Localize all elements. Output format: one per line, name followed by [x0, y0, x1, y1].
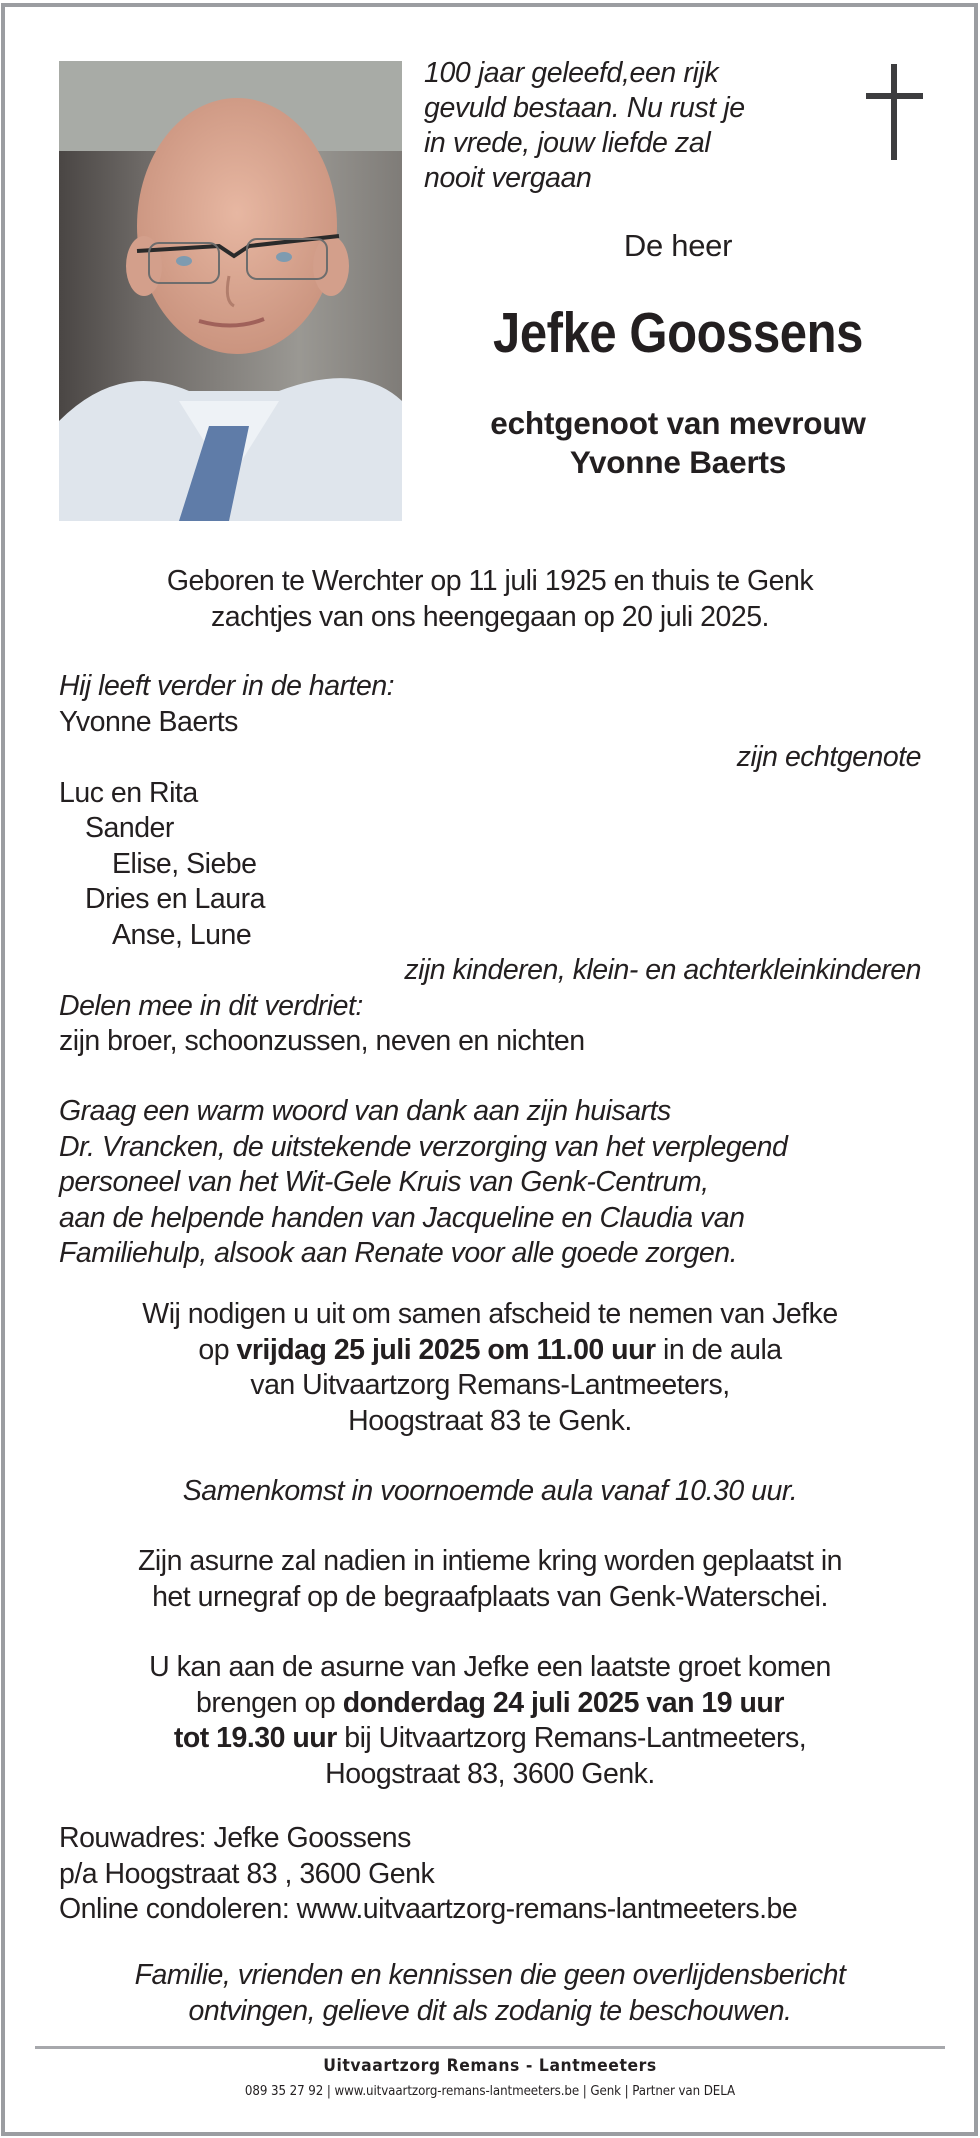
motto-line: gevuld bestaan. Nu rust je [424, 92, 745, 124]
visitation-info [59, 1650, 921, 1792]
invite-line: op vrijdag 25 juli 2025 om 11.00 uur in de aula [198, 1333, 782, 1366]
salutation: De heer [623, 228, 733, 263]
funeral-home-contact: 089 35 27 92 | www.uitvaartzorg-remans-lantmeeters.be | Genk | Partner van DELA [244, 2083, 736, 2099]
invite-line: Wij nodigen u uit om samen afscheid te nemen van Jefke [142, 1298, 838, 1330]
family-spouse-role: zijn echtgenote [736, 741, 921, 773]
birth-death-info [59, 564, 921, 635]
thanks-line: Graag een warm woord van dank aan zijn huisarts [59, 1095, 671, 1127]
born-line: Geboren te Werchter op 11 juli 1925 en thuis te Genk [166, 565, 814, 597]
thanks-line: personeel van het Wit-Gele Kruis van Genk-Centrum, [59, 1166, 709, 1198]
spouse-line: echtgenoot van mevrouw [490, 405, 866, 441]
cross-icon [866, 64, 923, 160]
footer-divider [35, 2046, 945, 2049]
notice-line: ontvingen, gelieve dit als zodanig te beschouwen. [188, 1994, 792, 2027]
portrait-icon [59, 61, 402, 521]
deceased-name: Jefke Goossens [493, 301, 863, 365]
visit-line: brengen op donderdag 24 juli 2025 van 19 uur [196, 1686, 784, 1719]
motto-line: in vrede, jouw liefde zal [424, 127, 711, 159]
notice-line: Familie, vrienden en kennissen die geen overlijdensbericht [134, 1959, 846, 1991]
urn-line: het urnegraf op de begraafplaats van Genk-Waterschei. [152, 1580, 828, 1613]
born-line: zachtjes van ons heengegaan op 20 juli 2025. [211, 600, 769, 633]
spouse-name: Yvonne Baerts [569, 444, 787, 480]
visitation-datetime: donderdag 24 juli 2025 van 19 uur [342, 1686, 784, 1719]
motto-line: nooit vergaan [424, 162, 592, 194]
family-list [59, 669, 921, 1060]
visitation-end-time: tot 19.30 uur [173, 1722, 337, 1754]
motto-quote [424, 56, 824, 196]
visit-line: tot 19.30 uur bij Uitvaartzorg Remans-Lantmeeters, [173, 1722, 807, 1754]
thanks-line: Familiehulp, alsook aan Renate voor alle goede zorgen. [59, 1237, 738, 1269]
share-text: zijn broer, schoonzussen, neven en nichten [59, 1025, 585, 1057]
funeral-datetime: vrijdag 25 juli 2025 om 11.00 uur [236, 1333, 656, 1366]
urn-line: Zijn asurne zal nadien in intieme kring worden geplaatst in [138, 1545, 842, 1577]
visit-line: Hoogstraat 83, 3600 Genk. [325, 1757, 655, 1790]
address-line: p/a Hoogstraat 83 , 3600 Genk [59, 1857, 435, 1890]
spouse-info [402, 404, 954, 482]
motto-line: 100 jaar geleefd,een rijk [424, 57, 719, 89]
family-spouse-name: Yvonne Baerts [59, 705, 238, 738]
family-intro: Hij leeft verder in de harten: [59, 670, 395, 702]
thanks-line: Dr. Vrancken, de uitstekende verzorging van het verplegend [59, 1130, 788, 1163]
invite-line: Hoogstraat 83 te Genk. [348, 1404, 632, 1437]
share-intro: Delen mee in dit verdriet: [59, 989, 363, 1022]
address-line: Rouwadres: Jefke Goossens [59, 1822, 411, 1854]
family-member: Luc en Rita [59, 776, 198, 809]
family-member: Anse, Lune [112, 918, 252, 951]
condolence-link[interactable]: www.uitvaartzorg-remans-lantmeeters.be [296, 1893, 798, 1925]
portrait-photo [59, 61, 402, 521]
family-member: Elise, Siebe [112, 847, 257, 880]
notice-message [59, 1958, 921, 2029]
urn-info [59, 1544, 921, 1615]
visit-line: U kan aan de asurne van Jefke een laatste groet komen [149, 1651, 831, 1683]
invite-line: van Uitvaartzorg Remans-Lantmeeters, [250, 1369, 730, 1401]
funeral-home-name: Uitvaartzorg Remans - Lantmeeters [323, 2056, 657, 2076]
thanks-line: aan de helpende handen van Jacqueline en Claudia van [59, 1201, 745, 1234]
family-member: Dries en Laura [85, 883, 265, 915]
mourning-address [59, 1821, 921, 1928]
gathering-note: Samenkomst in voornoemde aula vanaf 10.30 uur. [182, 1475, 798, 1507]
thanks-message [59, 1094, 921, 1272]
family-member: Sander [85, 812, 174, 844]
family-children-role: zijn kinderen, klein- en achterkleinkinderen [404, 954, 921, 986]
funeral-invitation [59, 1297, 921, 1439]
condolence-line: Online condoleren: www.uitvaartzorg-remans-lantmeeters.be [59, 1893, 798, 1925]
